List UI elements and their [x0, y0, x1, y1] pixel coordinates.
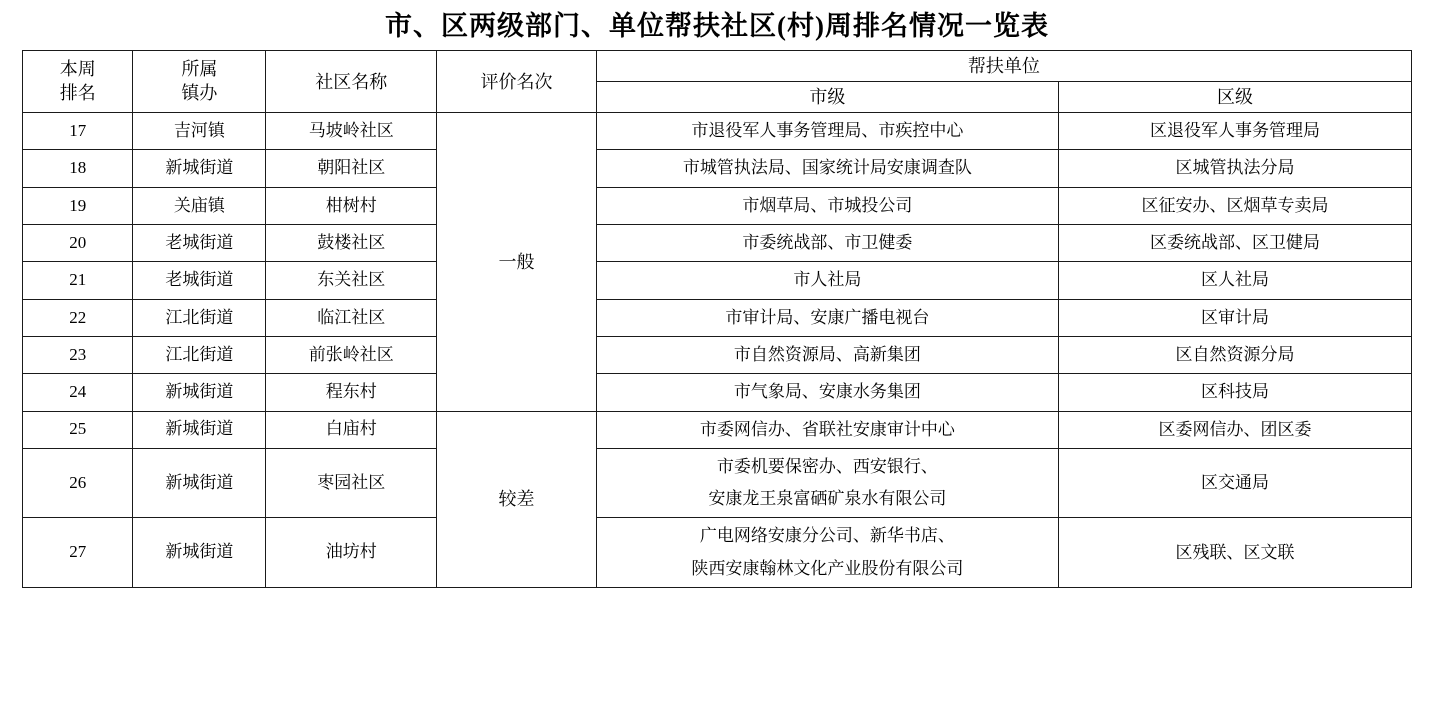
- cell-rank: 21: [23, 262, 133, 299]
- unit-line: 区委统战部、区卫健局: [1150, 233, 1321, 253]
- unit-line: 区城管执法分局: [1175, 158, 1295, 178]
- unit-line: 区科技局: [1201, 382, 1270, 402]
- cell-district-units: [1059, 113, 1412, 150]
- cell-town: 江北街道: [133, 299, 266, 336]
- cell-town: 新城街道: [133, 411, 266, 448]
- unit-line: 市委网信办、省联社安康审计中心: [699, 419, 955, 439]
- column-header-rank-line1: 本周: [59, 59, 96, 80]
- unit-line: 市委机要保密办、西安银行、: [716, 456, 938, 476]
- cell-community: 白庙村: [266, 411, 437, 448]
- unit-line: 区人社局: [1201, 270, 1270, 290]
- table-row: [23, 336, 1412, 373]
- cell-community: 鼓楼社区: [266, 225, 437, 262]
- cell-town: 老城街道: [133, 262, 266, 299]
- page-title: 市、区两级部门、单位帮扶社区(村)周排名情况一览表: [385, 11, 1049, 41]
- cell-community: 程东村: [266, 374, 437, 411]
- unit-line: 广电网络安康分公司、新华书店、: [699, 526, 955, 546]
- cell-district-units: [1059, 411, 1412, 448]
- unit-line: 区交通局: [1201, 473, 1270, 492]
- cell-district-units: [1059, 336, 1412, 373]
- unit-line: 市人社局: [793, 270, 862, 290]
- unit-line: 陕西安康翰林文化产业股份有限公司: [691, 558, 964, 578]
- cell-community: 马坡岭社区: [266, 113, 437, 150]
- unit-line: 区自然资源分局: [1175, 344, 1295, 364]
- cell-city-units: [596, 411, 1058, 448]
- cell-district-units: [1059, 448, 1412, 518]
- cell-city-units: [596, 113, 1058, 150]
- column-header-rating: 评价名次: [437, 51, 597, 113]
- unit-line: 市气象局、安康水务集团: [733, 382, 921, 402]
- unit-line: 区退役军人事务管理局: [1150, 121, 1321, 141]
- unit-line: 市委统战部、市卫健委: [742, 233, 913, 253]
- unit-line: 区委网信办、团区委: [1158, 419, 1312, 439]
- table-row: [23, 113, 1412, 150]
- unit-line: 区征安办、区烟草专卖局: [1141, 195, 1329, 215]
- table-container: [0, 50, 1434, 588]
- cell-district-units: [1059, 187, 1412, 224]
- unit-line: 区残联、区文联: [1175, 542, 1295, 562]
- cell-city-units: [596, 225, 1058, 262]
- cell-town: 新城街道: [133, 150, 266, 187]
- column-header-city-level: 市级: [596, 82, 1058, 113]
- table-row: [23, 262, 1412, 299]
- unit-line: 市城管执法局、国家统计局安康调查队: [682, 158, 972, 178]
- cell-district-units: [1059, 225, 1412, 262]
- table-body: [23, 113, 1412, 588]
- header-row-1: [23, 51, 1412, 82]
- cell-district-units: [1059, 150, 1412, 187]
- cell-district-units: [1059, 518, 1412, 588]
- cell-town: 吉河镇: [133, 113, 266, 150]
- cell-rating: 一般: [437, 113, 597, 411]
- column-header-rank-line2: 排名: [59, 82, 96, 103]
- cell-city-units: [596, 448, 1058, 518]
- unit-line: 市自然资源局、高新集团: [733, 344, 921, 364]
- cell-city-units: [596, 518, 1058, 588]
- table-row: [23, 225, 1412, 262]
- cell-rank: 17: [23, 113, 133, 150]
- cell-town: 关庙镇: [133, 187, 266, 224]
- cell-city-units: [596, 262, 1058, 299]
- cell-community: 临江社区: [266, 299, 437, 336]
- ranking-table: [22, 50, 1412, 588]
- cell-community: 前张岭社区: [266, 336, 437, 373]
- cell-city-units: [596, 299, 1058, 336]
- cell-rank: 23: [23, 336, 133, 373]
- unit-line: 市审计局、安康广播电视台: [725, 307, 930, 327]
- cell-town: 老城街道: [133, 225, 266, 262]
- cell-community: 柑树村: [266, 187, 437, 224]
- column-header-town-line2: 镇办: [181, 82, 218, 103]
- cell-district-units: [1059, 262, 1412, 299]
- cell-city-units: [596, 336, 1058, 373]
- column-header-town-line1: 所属: [181, 59, 218, 80]
- cell-district-units: [1059, 374, 1412, 411]
- cell-city-units: [596, 150, 1058, 187]
- table-row: [23, 411, 1412, 448]
- column-header-community: 社区名称: [266, 51, 437, 113]
- cell-rank: 25: [23, 411, 133, 448]
- unit-line: 市烟草局、市城投公司: [742, 195, 913, 215]
- cell-town: 江北街道: [133, 336, 266, 373]
- cell-community: 朝阳社区: [266, 150, 437, 187]
- cell-rank: 22: [23, 299, 133, 336]
- unit-line: 区审计局: [1201, 307, 1270, 327]
- cell-community: 枣园社区: [266, 448, 437, 518]
- cell-rank: 26: [23, 448, 133, 518]
- cell-town: 新城街道: [133, 374, 266, 411]
- table-row: [23, 374, 1412, 411]
- table-row: [23, 518, 1412, 588]
- cell-rank: 27: [23, 518, 133, 588]
- cell-rank: 19: [23, 187, 133, 224]
- unit-line: 市退役军人事务管理局、市疾控中心: [691, 121, 964, 141]
- column-header-town: [133, 51, 266, 113]
- cell-city-units: [596, 187, 1058, 224]
- table-row: [23, 448, 1412, 518]
- cell-community: 东关社区: [266, 262, 437, 299]
- cell-rating: 较差: [437, 411, 597, 587]
- cell-city-units: [596, 374, 1058, 411]
- cell-town: 新城街道: [133, 518, 266, 588]
- column-header-support-unit: 帮扶单位: [596, 51, 1411, 82]
- table-header: [23, 51, 1412, 113]
- table-row: [23, 187, 1412, 224]
- table-row: [23, 150, 1412, 187]
- column-header-rank: [23, 51, 133, 113]
- column-header-district-level: 区级: [1059, 82, 1412, 113]
- cell-rank: 18: [23, 150, 133, 187]
- cell-district-units: [1059, 299, 1412, 336]
- table-row: [23, 299, 1412, 336]
- unit-line: 安康龙王泉富硒矿泉水有限公司: [708, 489, 947, 509]
- cell-community: 油坊村: [266, 518, 437, 588]
- cell-town: 新城街道: [133, 448, 266, 518]
- cell-rank: 20: [23, 225, 133, 262]
- cell-rank: 24: [23, 374, 133, 411]
